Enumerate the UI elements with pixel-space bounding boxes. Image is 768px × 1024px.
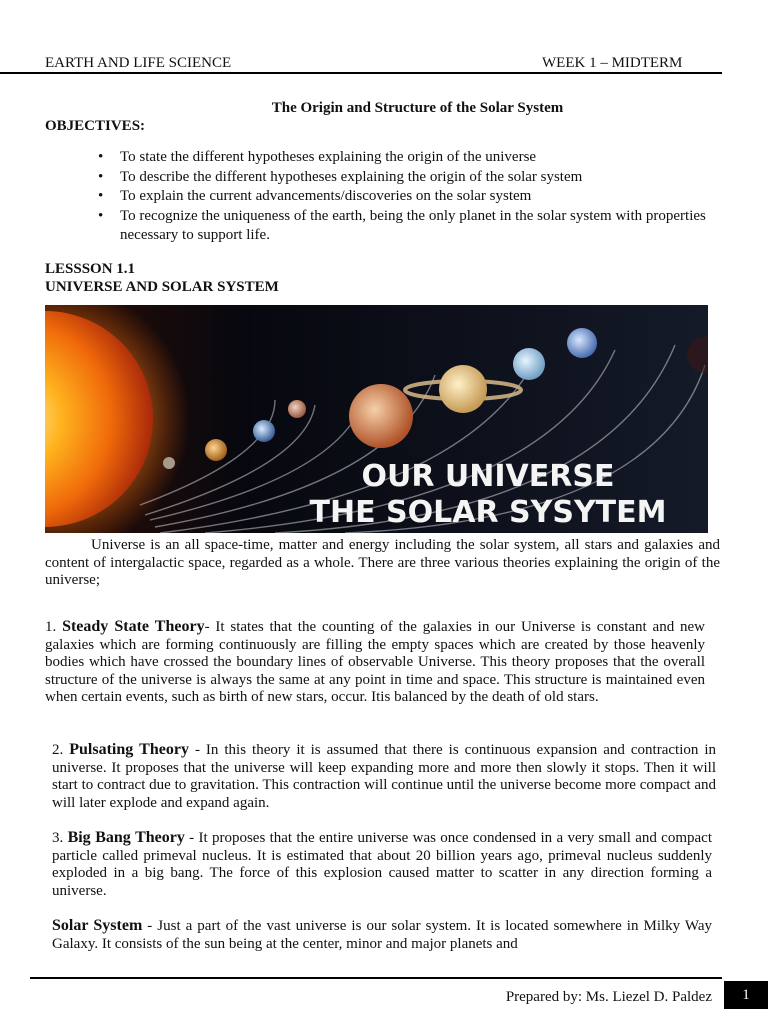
theory-prefix: 2. [52,742,70,758]
footer-rule [30,977,722,979]
page-number: 1 [724,981,768,1009]
lesson-name: UNIVERSE AND SOLAR SYSTEM [45,279,279,295]
theory-name: Big Bang Theory [67,829,185,846]
solar-system-illustration [45,305,708,533]
objectives-heading: OBJECTIVES: [45,118,146,134]
hero-line-2: THE SOLAR SYSYTEM [309,495,667,530]
objectives-list [98,148,708,246]
header-rule [0,72,722,74]
header-week: WEEK 1 – MIDTERM [542,55,683,71]
hero-line-1: OUR UNIVERSE [361,459,615,494]
lesson-number: LESSSON 1.1 [45,261,136,277]
theory-text: - It proposes that the entire universe was once condensed in a very small and compact particle called primeval nucleus. It is estimated that about 20 billion years ago, primeval nucleus suddenly exploded in a big bang. The force of this explosion caused matter to scatter in any direction forming a universe. [52,830,712,899]
objective-item: • To describe the different hypotheses explaining the origin of the solar system [98,168,708,188]
intro-paragraph: Universe is an all space-time, matter and energy including the solar system, all stars and galaxies and content of intergalactic space, regarded as a whole. There are three various theories explaining the origin of the universe; [45,537,720,589]
solar-system-image [45,305,708,533]
theory-text: - In this theory it is assumed that there is continuous expansion and contraction in universe. It proposes that the universe will keep expanding more and more then slowly it stops. Then it will start to contract due to gravitation. This contraction will continue until the universe become more compact and will later explode and expand again. [52,742,717,811]
header-subject: EARTH AND LIFE SCIENCE [45,55,232,71]
theory-prefix: 1. [45,619,63,635]
solar-system-paragraph [52,917,712,953]
theory-name: Steady State Theory [62,618,205,635]
document-title: The Origin and Structure of the Solar System [271,100,564,116]
solar-system-term: Solar System [52,917,143,934]
theory-prefix: 3. [52,830,68,846]
theory-text: - It states that the counting of the galaxies in our Universe is constant and new galaxies which are forming continuously are filling the empty spaces which are created by those heavenly bodies which have crossed the boundary lines of observable Universe. This theory proposes that the overall structure of the universe is always the same at any point in time and space. This structure is maintained even when certain events, such as birth of new stars, occur. Itis balanced by the death of old stars. [45,619,706,706]
objective-item: • To state the different hypotheses explaining the origin of the universe [98,148,708,168]
objective-item: • To recognize the uniqueness of the earth, being the only planet in the solar system with properties necessary to support life. [98,207,708,246]
theory-steady-state [45,618,705,707]
solar-system-text: - Just a part of the vast universe is our solar system. It is located somewhere in Milky Way Galaxy. It consists of the sun being at the center, minor and major planets and [52,918,712,952]
objective-item: • To explain the current advancements/discoveries on the solar system [98,187,708,207]
prepared-by: Prepared by: Ms. Liezel D. Paldez [505,989,712,1005]
theory-big-bang [52,829,712,900]
theory-name: Pulsating Theory [69,741,189,758]
theory-pulsating [52,741,716,812]
lesson-heading [45,260,279,296]
